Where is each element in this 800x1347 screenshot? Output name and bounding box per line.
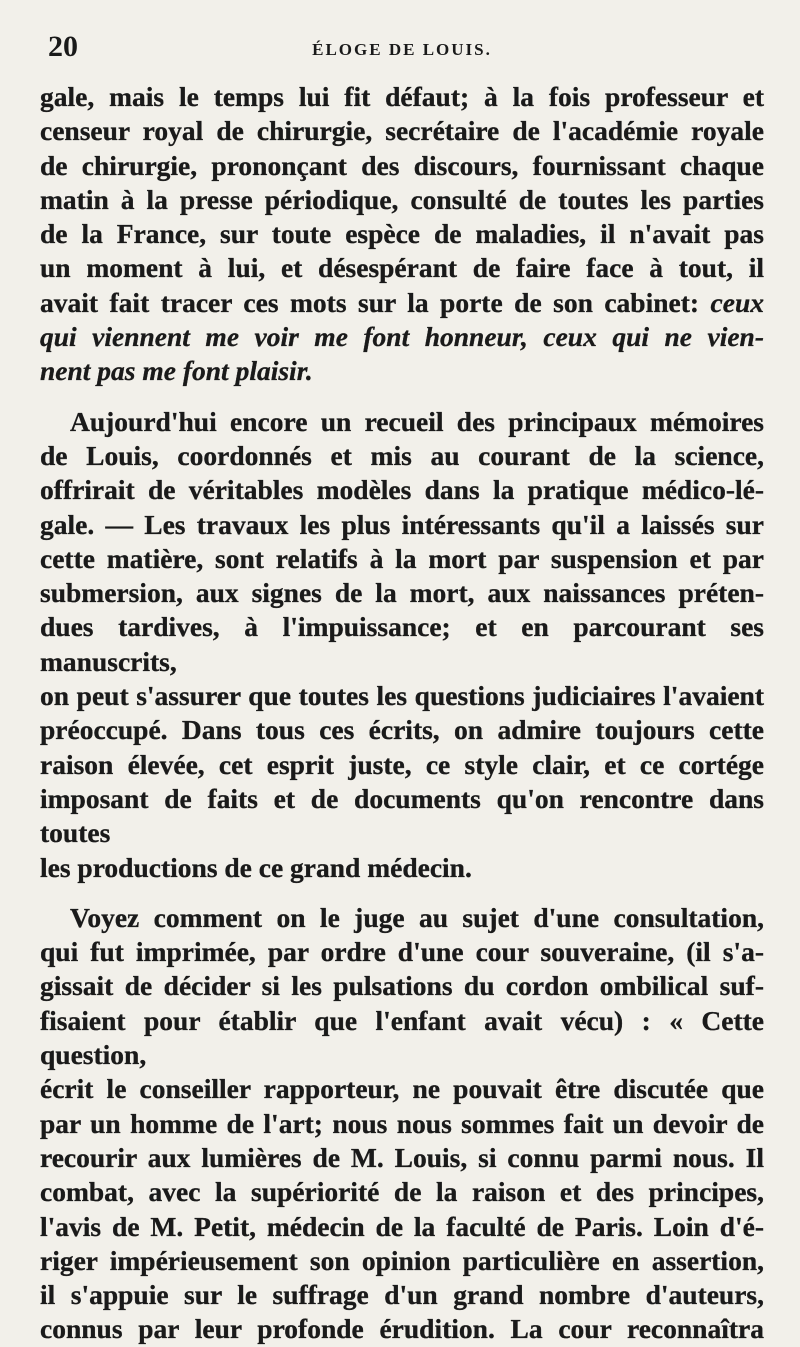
text-line: Aujourd'hui encore un recueil des principaux mémoires [70,405,764,437]
text-line: gale, mais le temps lui fit défaut; à la fois professeur et [40,81,764,112]
text-line: cette matière, sont relatifs à la mort par suspension et par [40,542,764,574]
text-line: par un homme de l'art; nous nous sommes fait un devoir de [40,1107,764,1139]
text-line: imposant de faits et de documents qu'on rencontre dans toutes [40,782,764,849]
text-line: fisaient pour établir que l'enfant avait vécu) : « Cette question, [40,1004,764,1071]
text-line: connus par leur profonde érudition. La cour reconnaîtra [40,1313,764,1345]
text-line: raison élevée, cet esprit juste, ce style clair, et ce cortége [40,748,764,780]
text-line: de la France, sur toute espèce de maladies, il n'avait pas [40,218,764,250]
running-title: ÉLOGE DE LOUIS. [312,40,492,59]
text-line: gissait de décider si les pulsations du cordon ombilical suf- [40,970,764,1002]
text-line: Voyez comment on le juge au sujet d'une consultation, [70,901,764,933]
text-line: de Louis, coordonnés et mis au courant de la science, [40,439,764,471]
text-line: écrit le conseiller rapporteur, ne pouvait être discutée que [40,1073,764,1105]
text-line: riger impérieusement son opinion particulière en assertion, [40,1244,764,1276]
italic-fragment: ceux [710,286,765,318]
paragraph-2 [40,405,764,885]
text-line: l'avis de M. Petit, médecin de la faculté de Paris. Loin d'é- [40,1210,764,1242]
text-fragment: avait fait tracer ces mots sur la porte de son cabinet: [40,286,700,318]
text-line: il s'appuie sur le suffrage d'un grand nombre d'auteurs, [40,1279,764,1311]
text-line: de chirurgie, prononçant des discours, fournissant chaque [40,149,764,181]
italic-line: nent pas me font plaisir. [40,355,313,387]
text-line: préoccupé. Dans tous ces écrits, on admire toujours cette [40,714,764,746]
text-line: gale. — Les travaux les plus intéressants qu'il a laissés sur [40,508,764,540]
page-header [40,0,764,74]
text-line: qui fut imprimée, par ordre d'une cour souveraine, (il s'a- [40,936,764,968]
page-number: 20 [48,30,78,63]
text-line: dues tardives, à l'impuissance; et en parcourant ses manuscrits, [40,611,764,677]
paragraph-1 [40,80,764,389]
text-line: les productions de ce grand médecin. [40,851,472,883]
text-line: combat, avec la supériorité de la raison et des principes, [40,1176,764,1208]
text-line: censeur royal de chirurgie, secrétaire de l'académie royale [40,115,764,147]
text-line: un moment à lui, et désespérant de faire face à tout, il [40,252,764,284]
italic-line: qui viennent me voir me font honneur, ceux qui ne vien- [40,321,764,353]
body-text [40,80,764,1347]
text-line: recourir aux lumières de M. Louis, si connu parmi nous. Il [40,1141,764,1173]
text-line-with-italic [40,286,764,320]
text-line: offrirait de véritables modèles dans la pratique médico-lé- [40,474,764,506]
text-line: matin à la presse périodique, consulté de toutes les parties [40,183,764,215]
text-line: submersion, aux signes de la mort, aux naissances préten- [40,577,764,609]
paragraph-3 [40,901,764,1347]
text-line: on peut s'assurer que toutes les questions judiciaires l'avaient [40,680,764,712]
